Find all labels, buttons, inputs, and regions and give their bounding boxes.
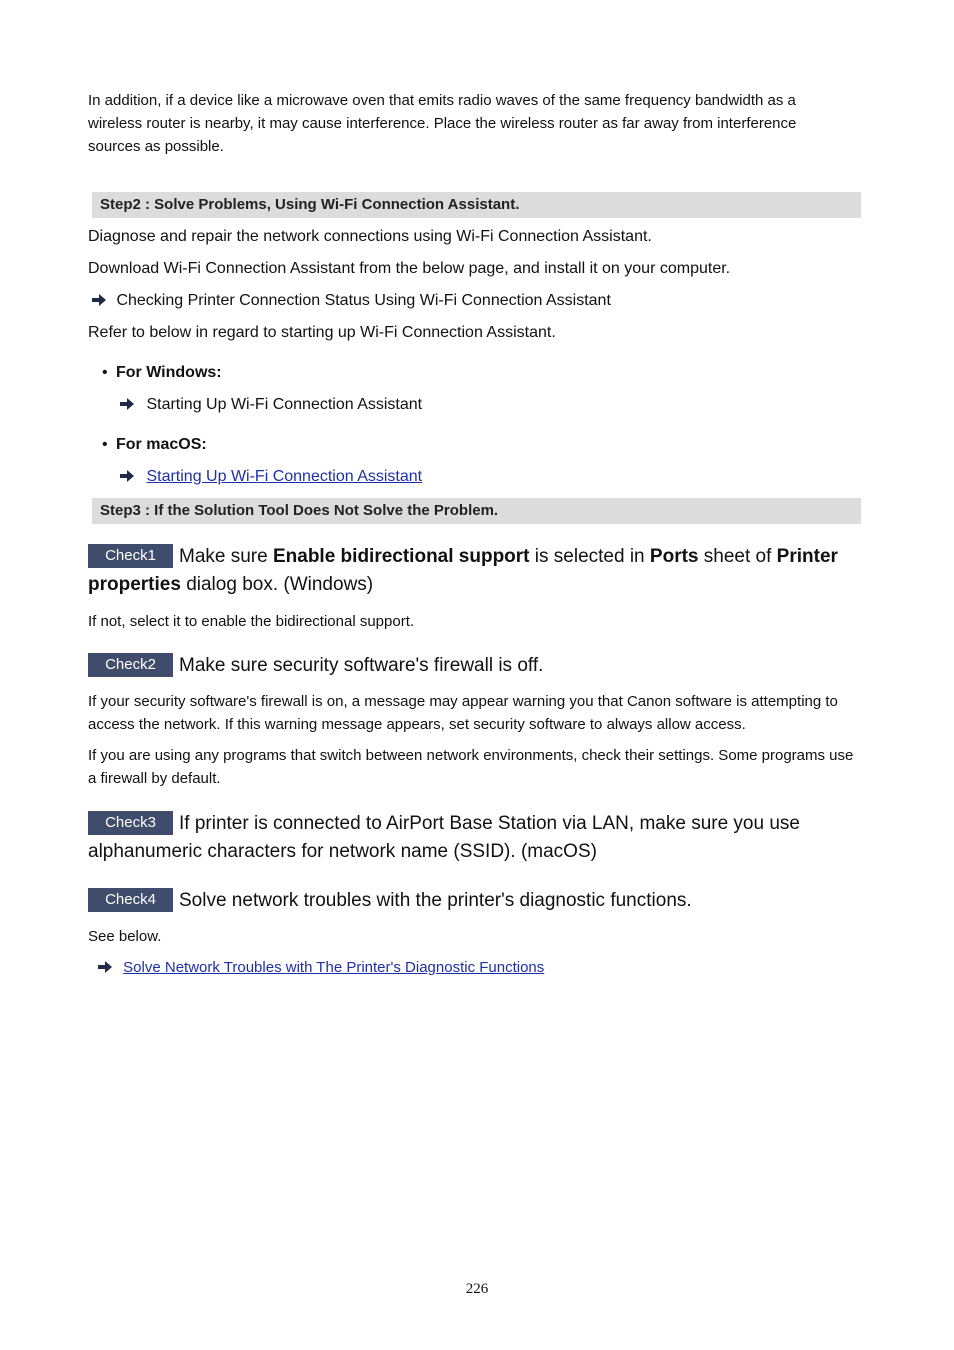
step3-heading: Step3 : If the Solution Tool Does Not Solve the Problem. [92, 498, 861, 524]
check4-title [88, 887, 692, 915]
check2-title-text: Make sure security software's firewall is off. [179, 655, 544, 676]
check1-text-2: is selected in [529, 546, 650, 567]
macos-startup-reference[interactable] [120, 467, 422, 487]
macos-label: For macOS: [116, 436, 207, 453]
check3-badge: Check3 [88, 811, 173, 835]
macos-bullet [102, 435, 207, 455]
check1-bold-ports: Ports [649, 546, 699, 567]
windows-label: For Windows: [116, 364, 222, 381]
page-number: 226 [465, 1281, 489, 1297]
check2-title [88, 652, 543, 680]
check1-bold-properties: Printer properties [88, 546, 838, 595]
bullet-dot: • [102, 436, 108, 453]
arrow-right-icon [120, 470, 134, 482]
check2-body-2: If you are using any programs that switch between network environments, check their settings. Some programs use a firewall by default. [88, 747, 854, 787]
macos-startup-link[interactable]: Starting Up Wi-Fi Connection Assistant [146, 468, 423, 485]
step2-paragraph-2: Download Wi-Fi Connection Assistant from the below page, and install it on your computer. [88, 260, 731, 277]
arrow-right-icon [92, 294, 106, 306]
arrow-right-icon [120, 398, 134, 410]
step2-paragraph-1: Diagnose and repair the network connections using Wi-Fi Connection Assistant. [88, 228, 652, 245]
check4-badge: Check4 [88, 888, 173, 912]
check1-text-1: Make sure [179, 546, 273, 567]
checking-status-reference[interactable] [92, 291, 611, 311]
check1-bold-option: Enable bidirectional support [272, 546, 530, 567]
check1-text-3: sheet of [698, 546, 777, 567]
check4-body: See below. [88, 928, 162, 945]
check4-title-text: Solve network troubles with the printer's diagnostic functions. [179, 890, 692, 911]
check2-body-1: If your security software's firewall is on, a message may appear warning you that Canon software is attempting to access the network. If this warning message appears, set security software to always allow access. [88, 693, 838, 733]
bullet-dot: • [102, 364, 108, 381]
arrow-right-icon [98, 961, 112, 973]
check1-title [88, 543, 860, 599]
check1-body: If not, select it to enable the bidirectional support. [88, 613, 415, 630]
check3-title [88, 810, 823, 866]
check1-text-4: dialog box. (Windows) [180, 574, 374, 595]
step2-paragraph-3: Refer to below in regard to starting up Wi-Fi Connection Assistant. [88, 324, 556, 341]
check3-title-text: If printer is connected to AirPort Base Station via LAN, make sure you use alphanumeric characters for network name (SSID). (macOS) [88, 813, 800, 862]
intro-paragraph: In addition, if a device like a microwave oven that emits radio waves of the same frequency bandwidth as a wireless router is nearby, it may cause interference. Place the wireless router as far away from interference sources as possible. [88, 92, 797, 155]
checking-status-link-text: Checking Printer Connection Status Using Wi-Fi Connection Assistant [116, 292, 611, 309]
windows-startup-text: Starting Up Wi-Fi Connection Assistant [146, 396, 423, 413]
windows-bullet [102, 363, 222, 383]
windows-startup-reference[interactable] [120, 395, 422, 415]
step2-heading: Step2 : Solve Problems, Using Wi-Fi Connection Assistant. [92, 192, 861, 218]
diagnostic-functions-reference[interactable] [98, 956, 544, 979]
check2-badge: Check2 [88, 653, 173, 677]
check1-badge: Check1 [88, 544, 173, 568]
diagnostic-functions-link[interactable]: Solve Network Troubles with The Printer's Diagnostic Functions [123, 959, 545, 976]
